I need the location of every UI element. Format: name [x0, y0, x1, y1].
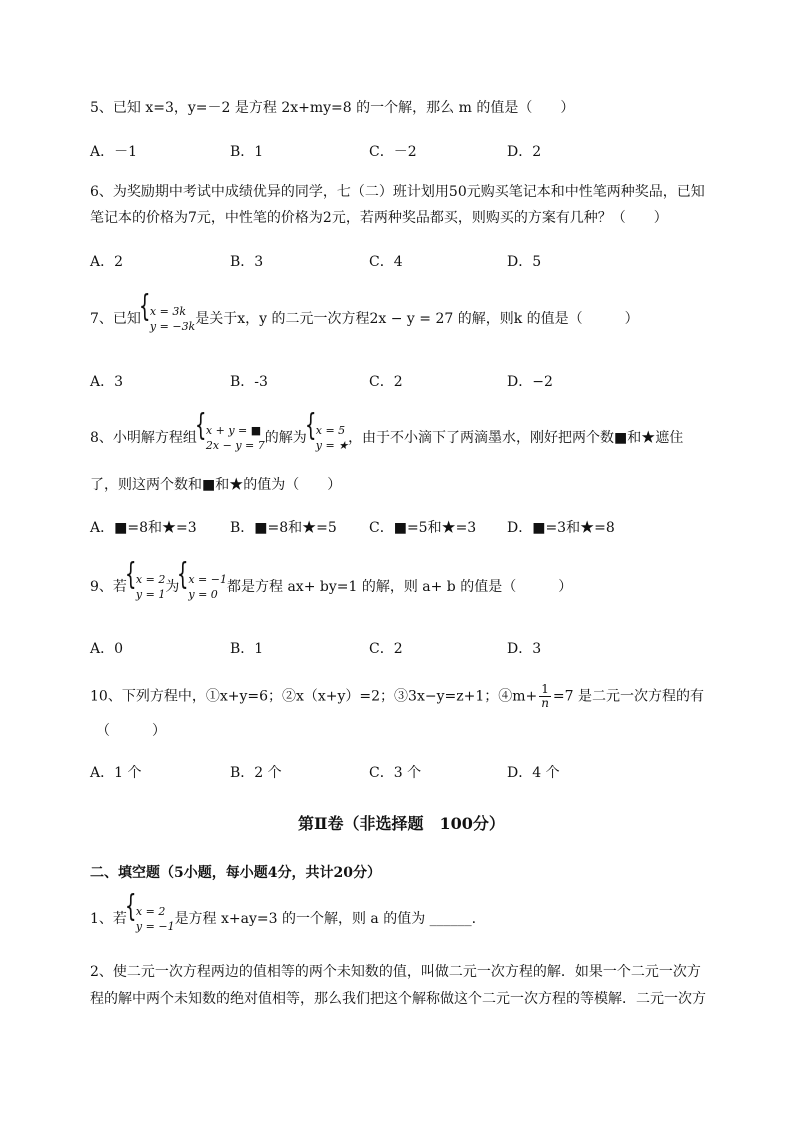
q8-middle: 的解为	[264, 430, 307, 446]
q8-stem	[90, 423, 683, 453]
q10-option-b: B．2 个	[230, 765, 282, 781]
q9-sys2-line2: y = 0	[188, 588, 218, 601]
q10-option-a: A．1 个	[90, 765, 142, 781]
q10-option-d: D．4 个	[507, 765, 560, 781]
q10-fraction	[539, 683, 551, 710]
q6-stem-line1: 6、为奖励期中考试中成绩优异的同学，七（二）班计划用50元购买笔记本和中性笔两种奖品，已知	[90, 184, 705, 200]
q9-option-a: A．0	[90, 641, 124, 657]
q7-prefix: 7、已知	[90, 311, 141, 327]
q6-option-c: C．4	[369, 254, 403, 270]
q6-option-d: D．5	[507, 254, 542, 270]
q9-sys1-line1: { x = 2	[135, 573, 166, 586]
q7-option-c: C．2	[369, 374, 403, 390]
q5-option-c: C．－2	[369, 144, 417, 160]
q9-sys2-line1: { x = −1	[188, 573, 227, 586]
q6-option-a: A．2	[90, 254, 124, 270]
fill1-prefix: 1、若	[90, 911, 127, 927]
q9-option-c: C．2	[369, 641, 403, 657]
q10-stem-post: =7 是二元一次方程的有	[552, 688, 704, 705]
fill2-line2: 程的解中两个未知数的绝对值相等，那么我们把这个解称做这个二元一次方程的等模解．二元一次方	[90, 991, 706, 1007]
fill1-stem	[90, 904, 476, 934]
fill1-sys-line2: y = −1	[135, 920, 175, 933]
q5-stem: 5、已知 x=3，y=－2 是方程 2x+my=8 的一个解，那么 m 的值是（ ）	[90, 100, 575, 116]
q7-suffix: 是关于x，y 的二元一次方程2x − y = 27 的解，则k 的值是（ ）	[195, 311, 639, 327]
q9-sys1-line2: y = 1	[135, 588, 166, 601]
q8-prefix: 8、小明解方程组	[90, 430, 197, 446]
q9-suffix: 都是方程 ax+ by=1 的解，则 a+ b 的值是（ ）	[227, 579, 573, 595]
q5-option-d: D．2	[507, 144, 542, 160]
q10-frac-denominator: n	[541, 696, 549, 710]
q7-sys-line1: { x = 3k	[149, 305, 186, 318]
q8-equation-system	[197, 423, 265, 453]
q8-stem-line2: 了，则这两个数和■和★的值为（ ）	[90, 477, 342, 493]
q8-solution-system	[307, 423, 348, 453]
fill1-sys-line1: { x = 2	[135, 905, 166, 918]
q10-stem	[90, 683, 704, 710]
q10-stem-pre: 10、下列方程中，①x+y=6；②x（x+y）=2；③3x−y=z+1；④m+	[90, 688, 538, 705]
q8-sys1-line1: { x + y = ■	[205, 424, 262, 437]
q6-stem-line2: 笔记本的价格为7元，中性笔的价格为2元，若两种奖品都买，则购买的方案有几种？（ ）	[90, 210, 668, 226]
q7-equation-system	[141, 304, 195, 334]
q10-stem-line2: （ ）	[96, 723, 166, 739]
q9-option-b: B．1	[230, 641, 264, 657]
fill1-suffix: 是方程 x+ay=3 的一个解，则 a 的值为 ______.	[174, 911, 477, 927]
q8-option-d: D．■=3和★=8	[507, 520, 615, 536]
q7-option-a: A．3	[90, 374, 124, 390]
section2-title: 第Ⅱ卷（非选择题 100分）	[298, 814, 505, 833]
q7-sys-line2: y = −3k	[149, 320, 196, 333]
q10-frac-numerator: 1	[541, 682, 549, 696]
q8-option-a: A．■=8和★=3	[90, 520, 197, 536]
q6-option-b: B．3	[230, 254, 264, 270]
fill2-line1: 2、使二元一次方程两边的值相等的两个未知数的值，叫做二元一次方程的解．如果一个二元一次方	[90, 964, 701, 980]
fill1-equation-system	[127, 904, 175, 934]
q5-option-a: A．－1	[90, 144, 138, 160]
q10-option-c: C．3 个	[369, 765, 422, 781]
section2-part-heading: 二、填空题（5小题，每小题4分，共计20分）	[90, 865, 381, 881]
q8-sys2-line2: y = ★	[315, 439, 349, 452]
q5-option-b: B．1	[230, 144, 264, 160]
q8-option-b: B．■=8和★=5	[230, 520, 337, 536]
q9-middle: 为	[165, 579, 180, 595]
q7-option-d: D．−2	[507, 374, 553, 390]
q9-option-d: D．3	[507, 641, 542, 657]
q9-system2	[179, 572, 227, 602]
q9-stem	[90, 572, 572, 602]
q8-option-c: C．■=5和★=3	[369, 520, 477, 536]
q7-option-b: B．-3	[230, 374, 268, 390]
q8-sys1-line2: 2x − y = 7	[205, 439, 265, 452]
q9-system1	[127, 572, 165, 602]
q7-stem	[90, 304, 639, 334]
q8-suffix: ，由于不小滴下了两滴墨水，刚好把两个数■和★遮住	[348, 430, 684, 446]
q8-sys2-line1: { x = 5	[315, 424, 346, 437]
q9-prefix: 9、若	[90, 579, 127, 595]
